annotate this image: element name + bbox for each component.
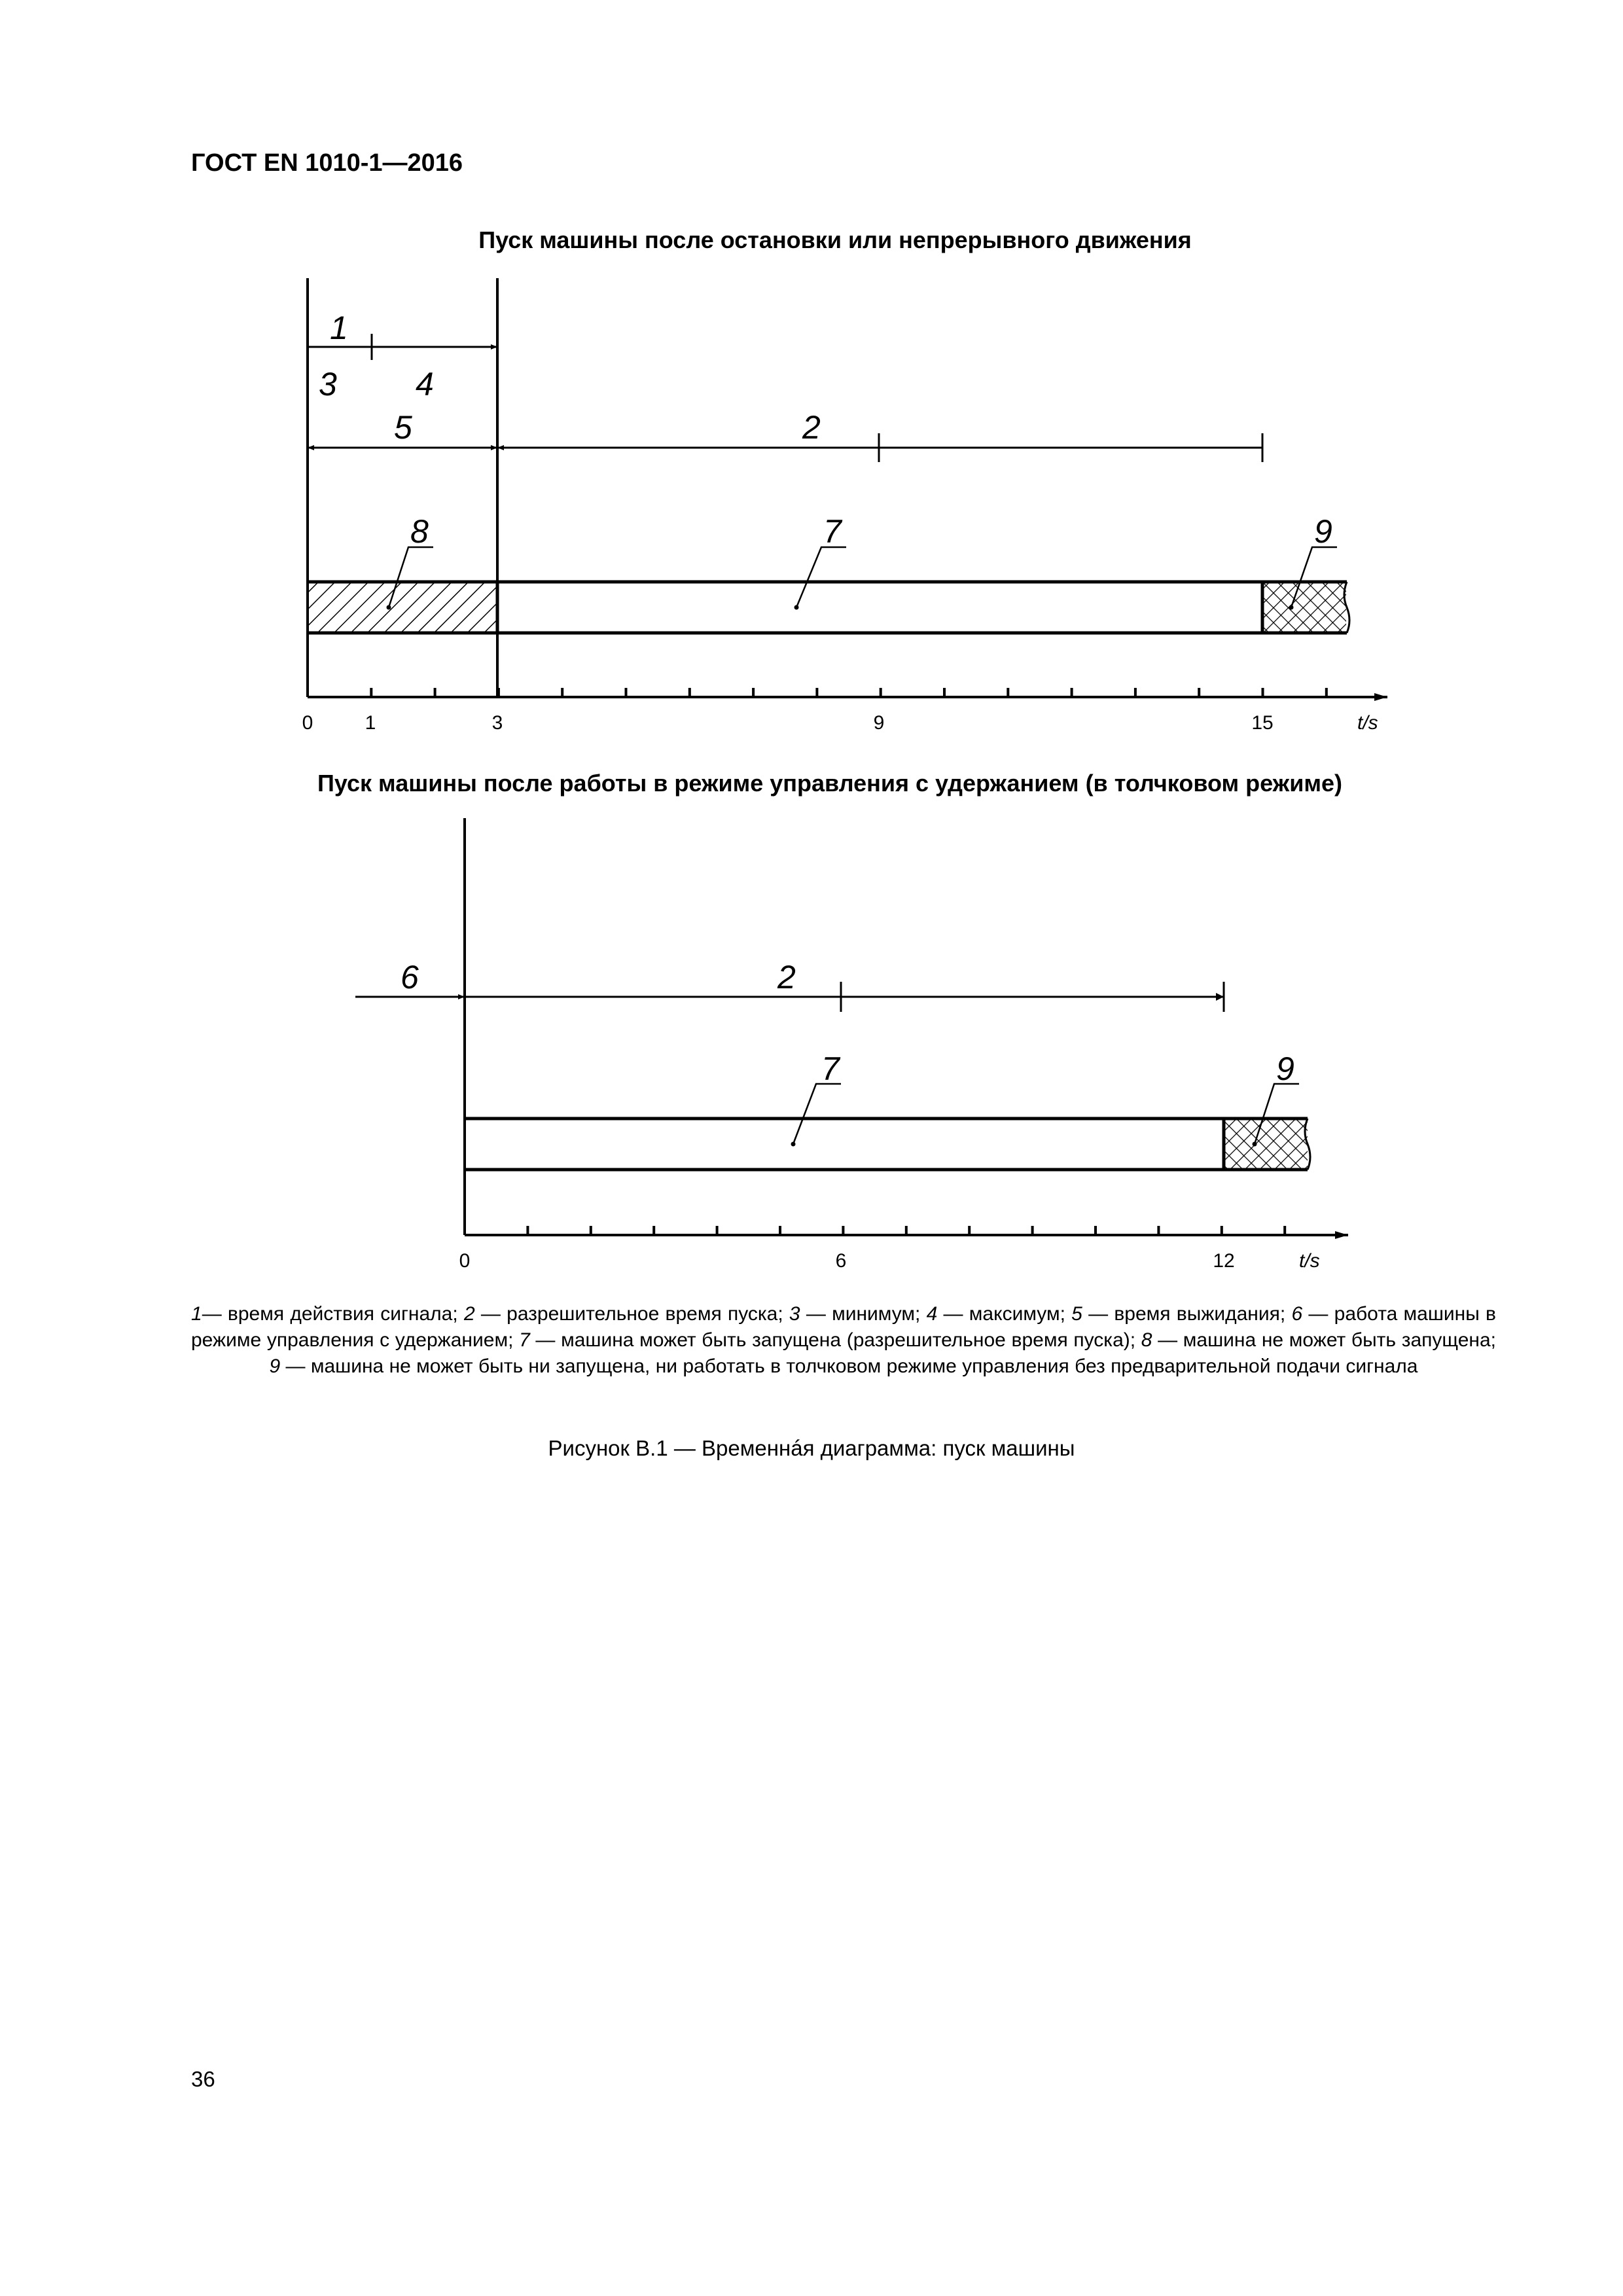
document-header: ГОСТ EN 1010-1—2016	[191, 149, 463, 177]
d1-mark-8: 8	[410, 513, 429, 550]
d2-tick-label-6: 6	[835, 1250, 847, 1272]
legend-text-5: — время выжидания;	[1082, 1303, 1292, 1325]
d1-axis-label: t/s	[1357, 712, 1378, 734]
diagram1-title: Пуск машины после остановки или непрерывного движения	[478, 226, 1192, 253]
legend-text-6: — работа машины в режиме управления с удержанием;	[191, 1303, 1496, 1351]
d1-tick-label-9: 9	[873, 712, 885, 734]
d2-tick-label-12: 12	[1213, 1250, 1235, 1272]
legend-num-2: 2	[463, 1303, 475, 1325]
d1-mark-5: 5	[394, 409, 412, 446]
legend-text-8: — машина не может быть запущена;	[1152, 1329, 1497, 1351]
legend-num-7: 7	[519, 1329, 530, 1351]
d1-bar-9-crosshatched	[1262, 582, 1346, 633]
d2-axis-label: t/s	[1299, 1250, 1320, 1272]
d1-tick-label-1: 1	[365, 712, 376, 734]
legend-text-9: — машина не может быть ни запущена, ни работать в толчковом режиме управления без предварительной подачи сигнала	[280, 1355, 1418, 1377]
page-number: 36	[191, 2067, 215, 2091]
d1-mark-2: 2	[802, 409, 821, 446]
d1-tick-label-3: 3	[491, 712, 503, 734]
d1-leader-8-dot	[387, 605, 391, 610]
legend-num-5: 5	[1071, 1303, 1082, 1325]
d2-axis-ticks	[527, 1226, 1285, 1235]
d2-leader-9-dot	[1253, 1142, 1257, 1147]
legend-num-3: 3	[789, 1303, 800, 1325]
d1-leader-9-dot	[1289, 605, 1294, 610]
diagram2-title: Пуск машины после работы в режиме управления с удержанием (в толчковом режиме)	[317, 770, 1342, 797]
legend-text-3: — минимум;	[800, 1303, 927, 1325]
legend-text-1: — время действия сигнала;	[202, 1303, 464, 1325]
legend-num-4: 4	[926, 1303, 938, 1325]
d1-tick-label-15: 15	[1251, 712, 1274, 734]
diagram2	[355, 818, 1348, 1272]
legend-num-8: 8	[1141, 1329, 1152, 1351]
d1-leader-7	[796, 547, 846, 607]
d1-mark-7: 7	[823, 513, 842, 550]
d2-leader-7	[793, 1084, 841, 1144]
d1-tick-label-0: 0	[302, 712, 313, 734]
d1-mark-4: 4	[416, 366, 434, 403]
legend-num-6: 6	[1291, 1303, 1303, 1325]
legend-text-4: — максимум;	[937, 1303, 1072, 1325]
d2-mark-7: 7	[821, 1050, 840, 1087]
d2-leader-7-dot	[791, 1142, 796, 1147]
d1-mark-1: 1	[330, 310, 348, 346]
legend-num-9: 9	[269, 1355, 281, 1377]
figure-caption: Рисунок В.1 — Временнáя диаграмма: пуск машины	[548, 1436, 1075, 1460]
legend-num-1: 1	[191, 1303, 202, 1325]
d2-dim-2-arrowhead	[1216, 993, 1224, 1001]
legend-text-7: — машина может быть запущена (разрешительное время пуска);	[529, 1329, 1141, 1351]
d1-axis-ticks	[371, 688, 1327, 697]
d1-mark-9: 9	[1314, 513, 1332, 550]
legend-text-2: — разрешительное время пуска;	[474, 1303, 789, 1325]
d2-bar-9-crosshatched	[1224, 1119, 1308, 1170]
d2-mark-9: 9	[1276, 1050, 1294, 1087]
d2-mark-6: 6	[401, 959, 419, 996]
diagram1	[302, 278, 1387, 734]
figure-legend	[191, 1301, 1496, 1380]
d1-mark-3: 3	[319, 366, 337, 403]
d2-tick-label-0: 0	[459, 1250, 471, 1272]
d1-bar-8-hatched	[308, 582, 497, 633]
d1-leader-7-dot	[794, 605, 799, 610]
d2-mark-2: 2	[777, 959, 796, 996]
